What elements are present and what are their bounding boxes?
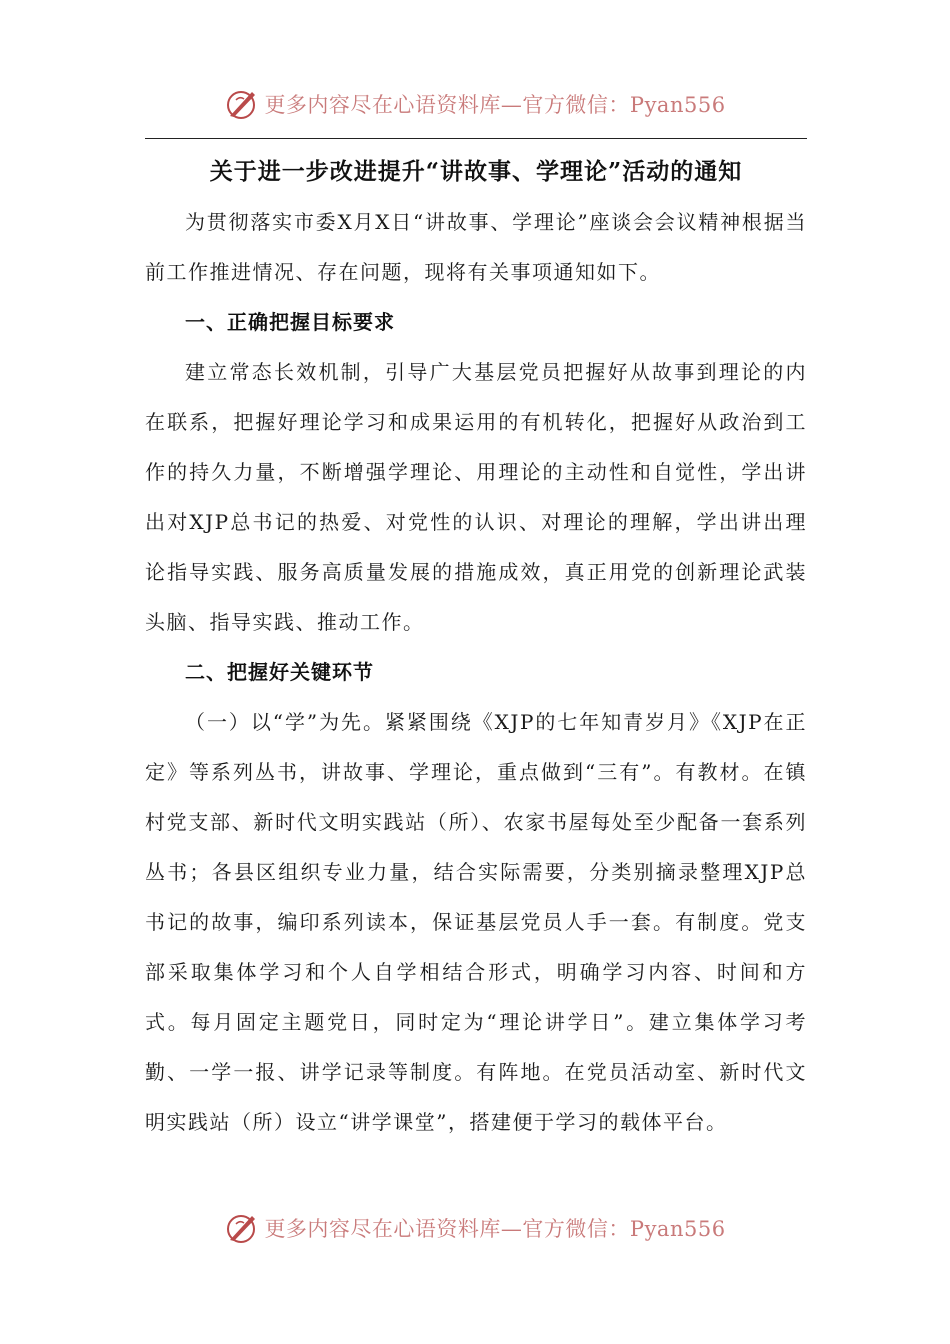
watermark-text: 更多内容尽在心语资料库—官方微信：Pyan556 [264, 93, 726, 117]
footer-watermark-banner [0, 1208, 950, 1248]
document-title: 关于进一步改进提升“讲故事、学理论”活动的通知 [209, 158, 743, 185]
section-2-heading: 二、把握好关键环节 [185, 660, 374, 684]
document-body [145, 197, 807, 1147]
header-divider [145, 138, 807, 139]
quill-seal-logo-icon [224, 86, 260, 122]
section-1-paragraph: 建立常态长效机制，引导广大基层党员把握好从故事到理论的内在联系，把握好理论学习和成果运用的有机转化，把握好从政治到工作的持久力量，不断增强学理论、用理论的主动性和自觉性，学出讲出对XJP总书记的热爱、对党性的认识、对理论的理解，学出讲出理论指导实践、服务高质量发展的措施成效，真正用党的创新理论武装头脑、指导实践、推动工作。 [145, 360, 807, 634]
intro-paragraph: 为贯彻落实市委X月X日“讲故事、学理论”座谈会会议精神根据当前工作推进情况、存在问题，现将有关事项通知如下。 [145, 210, 807, 284]
section-2-paragraph: （一）以“学”为先。紧紧围绕《XJP的七年知青岁月》《XJP在正定》等系列丛书，讲故事、学理论，重点做到“三有”。有教材。在镇村党支部、新时代文明实践站（所）、农家书屋每处至少配备一套系列丛书；各县区组织专业力量，结合实际需要，分类别摘录整理XJP总书记的故事，编印系列读本，保证基层党员人手一套。有制度。党支部采取集体学习和个人自学相结合形式，明确学习内容、时间和方式。每月固定主题党日，同时定为“理论讲学日”。建立集体学习考勤、一学一报、讲学记录等制度。有阵地。在党员活动室、新时代文明实践站（所）设立“讲学课堂”，搭建便于学习的载体平台。 [145, 710, 807, 1134]
header-watermark-banner [0, 84, 950, 124]
quill-seal-logo-icon [224, 1210, 260, 1246]
watermark-text: 更多内容尽在心语资料库—官方微信：Pyan556 [264, 1217, 726, 1241]
section-1-heading: 一、正确把握目标要求 [185, 310, 395, 334]
